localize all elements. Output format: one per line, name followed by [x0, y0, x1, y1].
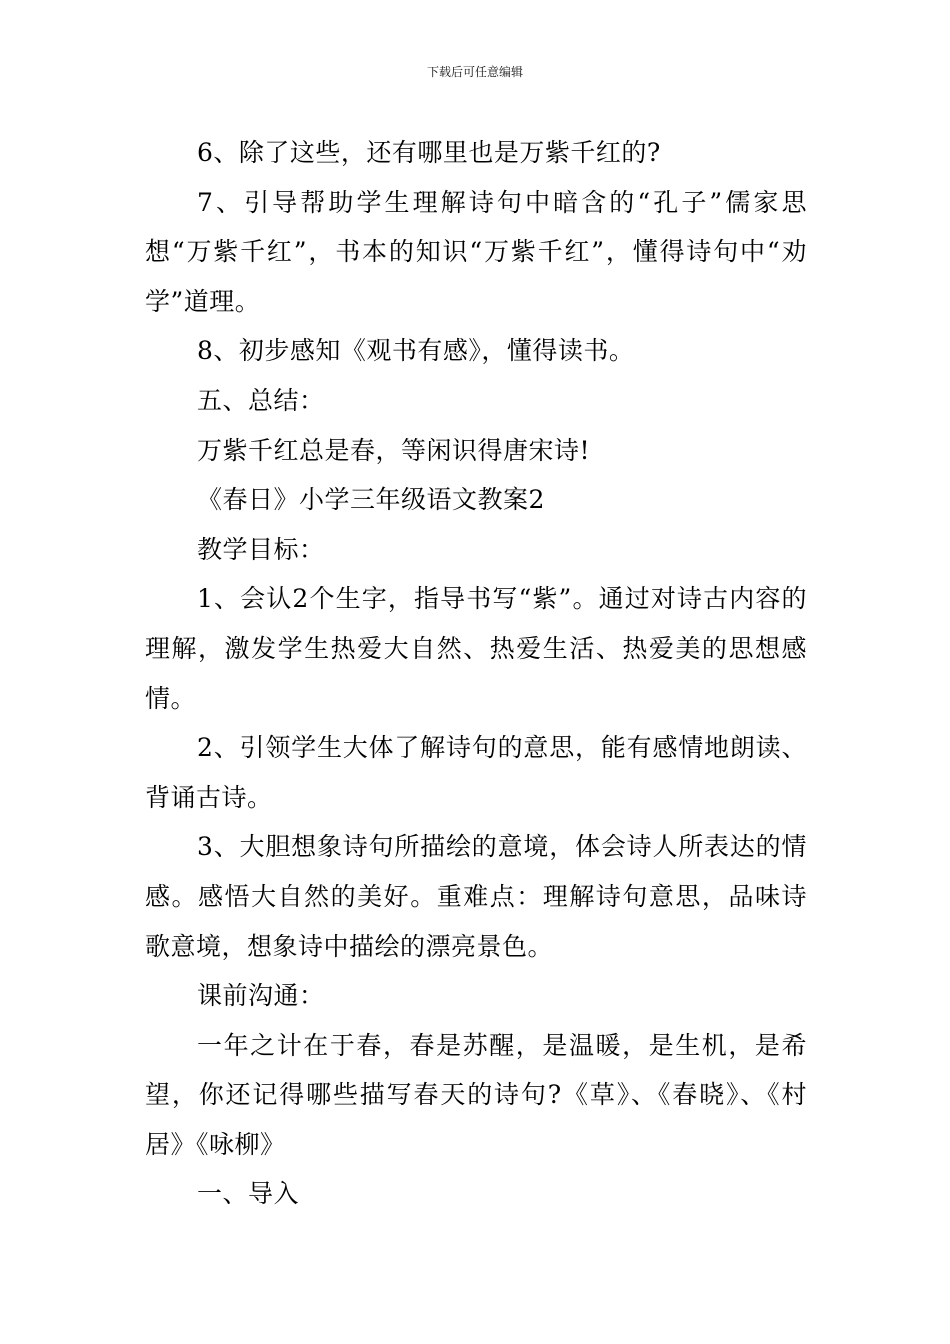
- section-heading: 一、导入: [197, 1179, 300, 1209]
- paragraph: 7、引导帮助学生理解诗句中暗含的“孔子”儒家思想“万紫千红”，书本的知识“万紫千红”，懂得诗句中“劝学”道理。: [145, 187, 807, 316]
- page-header: 下载后可任意编辑: [426, 65, 523, 79]
- paragraph: 8、初步感知《观书有感》，懂得读书。: [197, 336, 635, 366]
- paragraph: 2、引领学生大体了解诗句的意思，能有感情地朗读、背诵古诗。: [145, 733, 807, 812]
- section-title: 《春日》小学三年级语文教案2: [197, 485, 545, 515]
- paragraph: 1、会认2个生字，指导书写“紫”。通过对诗古内容的理解，激发学生热爱大自然、热爱生活、热爱美的思想感情。: [145, 584, 807, 713]
- section-heading: 教学目标：: [197, 534, 325, 564]
- paragraph: 一年之计在于春，春是苏醒，是温暖，是生机，是希望，你还记得哪些描写春天的诗句?《草》、《春晓》、《村居》《咏柳》: [145, 1030, 807, 1159]
- section-heading: 五、总结：: [197, 385, 325, 415]
- paragraph: 万紫千红总是春，等闲识得唐宋诗!: [197, 435, 591, 465]
- paragraph: 3、大胆想象诗句所描绘的意境，体会诗人所表达的情感。感悟大自然的美好。重难点：理解诗句意思，品味诗歌意境，想象诗中描绘的漂亮景色。: [145, 832, 807, 961]
- document-body: [145, 128, 807, 1219]
- paragraph: 6、除了这些，还有哪里也是万紫千红的?: [197, 138, 661, 167]
- section-heading: 课前沟通：: [197, 981, 325, 1011]
